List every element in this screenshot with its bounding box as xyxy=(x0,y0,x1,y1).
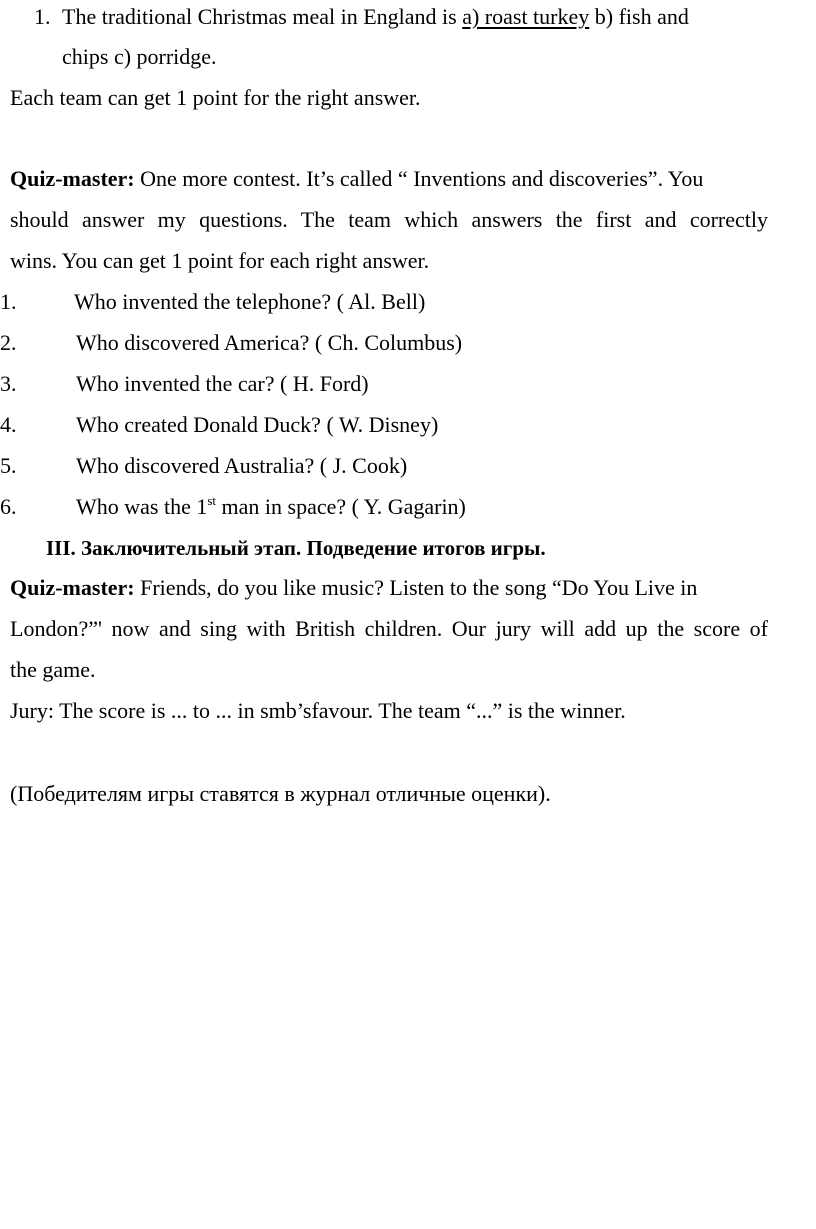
intro-question-text: The traditional Christmas meal in England is a) roast turkey b) fish and xyxy=(62,4,689,29)
speaker-label: Quiz-master: xyxy=(10,166,135,191)
closing-line-2: London?”' now and sing with British children. Our jury will add up the score of xyxy=(10,616,768,641)
correct-answer-option: a) roast turkey xyxy=(462,4,590,29)
intro-question-number: 1. xyxy=(34,4,51,29)
speaker-label: Quiz-master: xyxy=(10,575,135,600)
contest-intro-line-2: should answer my questions. The team which answers the first and correctly xyxy=(10,207,768,232)
